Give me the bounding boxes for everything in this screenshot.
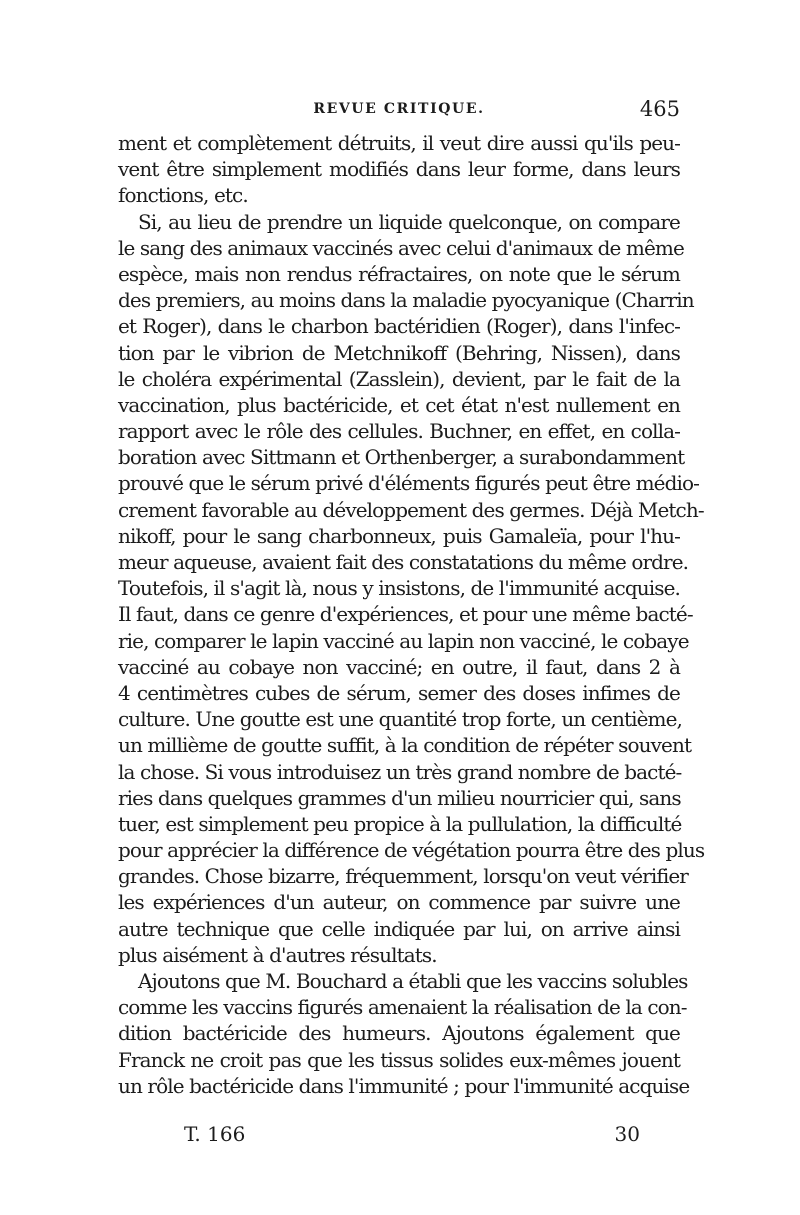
text-line: et Roger), dans le charbon bactéridien (Roger), dans l'infec- [118,314,680,339]
text-line: 4 centimètres cubes de sérum, semer des doses infimes de [118,680,680,705]
text-line: tion par le vibrion de Metchnikoff (Behring, Nissen), dans [118,340,680,365]
signature-mark: T. 166 [184,1122,246,1146]
text-line: rapport avec le rôle des cellules. Buchner, en effet, en colla- [118,419,680,444]
text-line: prouvé que le sérum privé d'éléments figurés peut être médio- [118,471,700,496]
text-line: Toutefois, il s'agit là, nous y insistons, de l'immunité acquise. [118,576,680,601]
page-footer [118,1122,680,1152]
running-title: REVUE CRITIQUE. [313,101,485,117]
text-line: culture. Une goutte est une quantité trop forte, un centième, [118,707,682,732]
sheet-number: 30 [614,1122,640,1146]
text-line: pour apprécier la différence de végétation pourra être des plus [118,838,705,863]
text-line: les expériences d'un auteur, on commence par suivre une [118,890,680,915]
text-line: ment et complètement détruits, il veut dire aussi qu'ils peu- [118,131,680,155]
text-line: nikoff, pour le sang charbonneux, puis Gamaleïa, pour l'hu- [118,523,680,548]
text-line: boration avec Sittmann et Orthenberger, a surabondamment [118,445,685,470]
page-number: 465 [639,97,680,121]
text-line: rie, comparer le lapin vacciné au lapin non vacciné, le cobaye [118,628,689,653]
text-line: vent être simplement modifiés dans leur forme, dans leurs [118,157,680,182]
text-line: le choléra expérimental (Zasslein), devient, par le fait de la [118,366,680,391]
text-line: des premiers, au moins dans la maladie pyocyanique (Charrin [118,288,694,313]
text-line: le sang des animaux vaccinés avec celui d'animaux de même [118,235,684,260]
text-line: Franck ne croit pas que les tissus solides eux-mêmes jouent [118,1047,680,1072]
text-line: ries dans quelques grammes d'un milieu nourricier qui, sans [118,785,681,810]
text-line: fonctions, etc. [118,183,248,208]
text-block [118,130,705,1099]
text-line: un rôle bactéricide dans l'immunité ; pour l'immunité acquise [118,1073,690,1098]
text-line: dition bactéricide des humeurs. Ajoutons également que [118,1021,680,1046]
text-line: comme les vaccins figurés amenaient la réalisation de la con- [118,995,687,1020]
text-line: un millième de goutte suffit, à la condition de répéter souvent [118,733,692,758]
text-line: tuer, est simplement peu propice à la pullulation, la difficulté [118,811,682,836]
text-line: espèce, mais non rendus réfractaires, on note que le sérum [118,261,680,286]
text-line: Si, au lieu de prendre un liquide quelconque, on compare [138,209,680,234]
text-line: crement favorable au développement des germes. Déjà Metch- [118,497,704,522]
text-line: Ajoutons que M. Bouchard a établi que les vaccins solubles [138,969,688,993]
text-line: autre technique que celle indiquée par lui, on arrive ainsi [118,916,680,941]
text-line: vaccination, plus bactéricide, et cet état n'est nullement en [118,392,680,417]
text-line: la chose. Si vous introduisez un très grand nombre de bacté- [118,759,682,784]
text-line: vacciné au cobaye non vacciné; en outre, il faut, dans 2 à [118,654,680,679]
text-line: grandes. Chose bizarre, fréquemment, lorsqu'on veut vérifier [118,864,688,889]
text-line: plus aisément à d'autres résultats. [118,942,437,967]
text-line: meur aqueuse, avaient fait des constatations du même ordre. [118,550,689,574]
running-head [118,97,680,127]
text-line: Il faut, dans ce genre d'expériences, et pour une même bacté- [118,602,693,627]
